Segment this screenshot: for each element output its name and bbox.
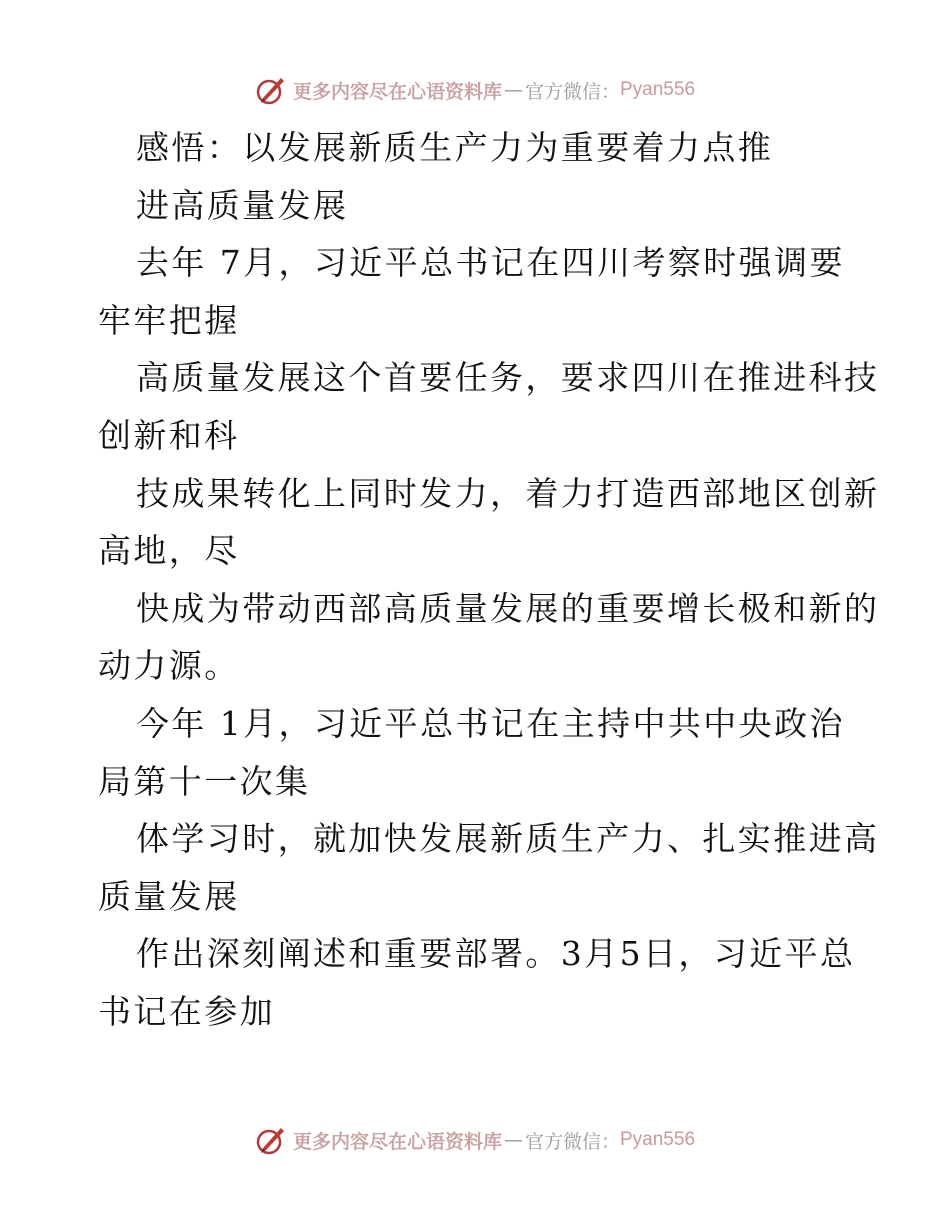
watermark-main-text: 更多内容尽在心语资料库 [292, 80, 502, 103]
body-line: 体学习时，就加快发展新质生产力、扎实推进高 [136, 819, 880, 859]
body-line: 今年 1月，习近平总书记在主持中共中央政治 [136, 703, 845, 743]
watermark-wechat-id: Pyan556 [620, 79, 696, 100]
body-line: 作出深刻阐述和重要部署。3月5日，习近平总 [136, 934, 856, 974]
body-line: 动力源。 [98, 646, 240, 686]
body-line: 快成为带动西部高质量发展的重要增长极和新的 [136, 588, 880, 628]
header-watermark [0, 70, 950, 110]
footer-watermark [0, 1120, 950, 1160]
body-line: 牢牢把握 [98, 300, 240, 340]
watermark-label: 官方微信： [524, 1130, 620, 1153]
body-line: 去年 7月，习近平总书记在四川考察时强调要 [136, 243, 845, 283]
document-body [98, 119, 880, 1041]
watermark-main-text: 更多内容尽在心语资料库 [292, 1130, 502, 1153]
body-line: 创新和科 [98, 415, 240, 455]
body-line: 质量发展 [98, 876, 240, 916]
quill-pen-icon [255, 1124, 287, 1156]
body-line: 高地，尽 [98, 531, 240, 571]
body-line: 感悟：以发展新质生产力为重要着力点推 [136, 128, 774, 167]
body-line: 进高质量发展 [136, 185, 349, 225]
quill-pen-icon [255, 74, 287, 106]
watermark-separator: — [503, 79, 523, 101]
watermark-separator: — [503, 1129, 523, 1151]
body-line: 局第十一次集 [98, 761, 311, 801]
watermark-label: 官方微信： [524, 80, 620, 103]
body-line: 书记在参加 [98, 991, 275, 1031]
body-line: 技成果转化上同时发力，着力打造西部地区创新 [136, 473, 880, 513]
watermark-wechat-id: Pyan556 [620, 1129, 696, 1150]
body-line: 高质量发展这个首要任务，要求四川在推进科技 [136, 358, 880, 398]
